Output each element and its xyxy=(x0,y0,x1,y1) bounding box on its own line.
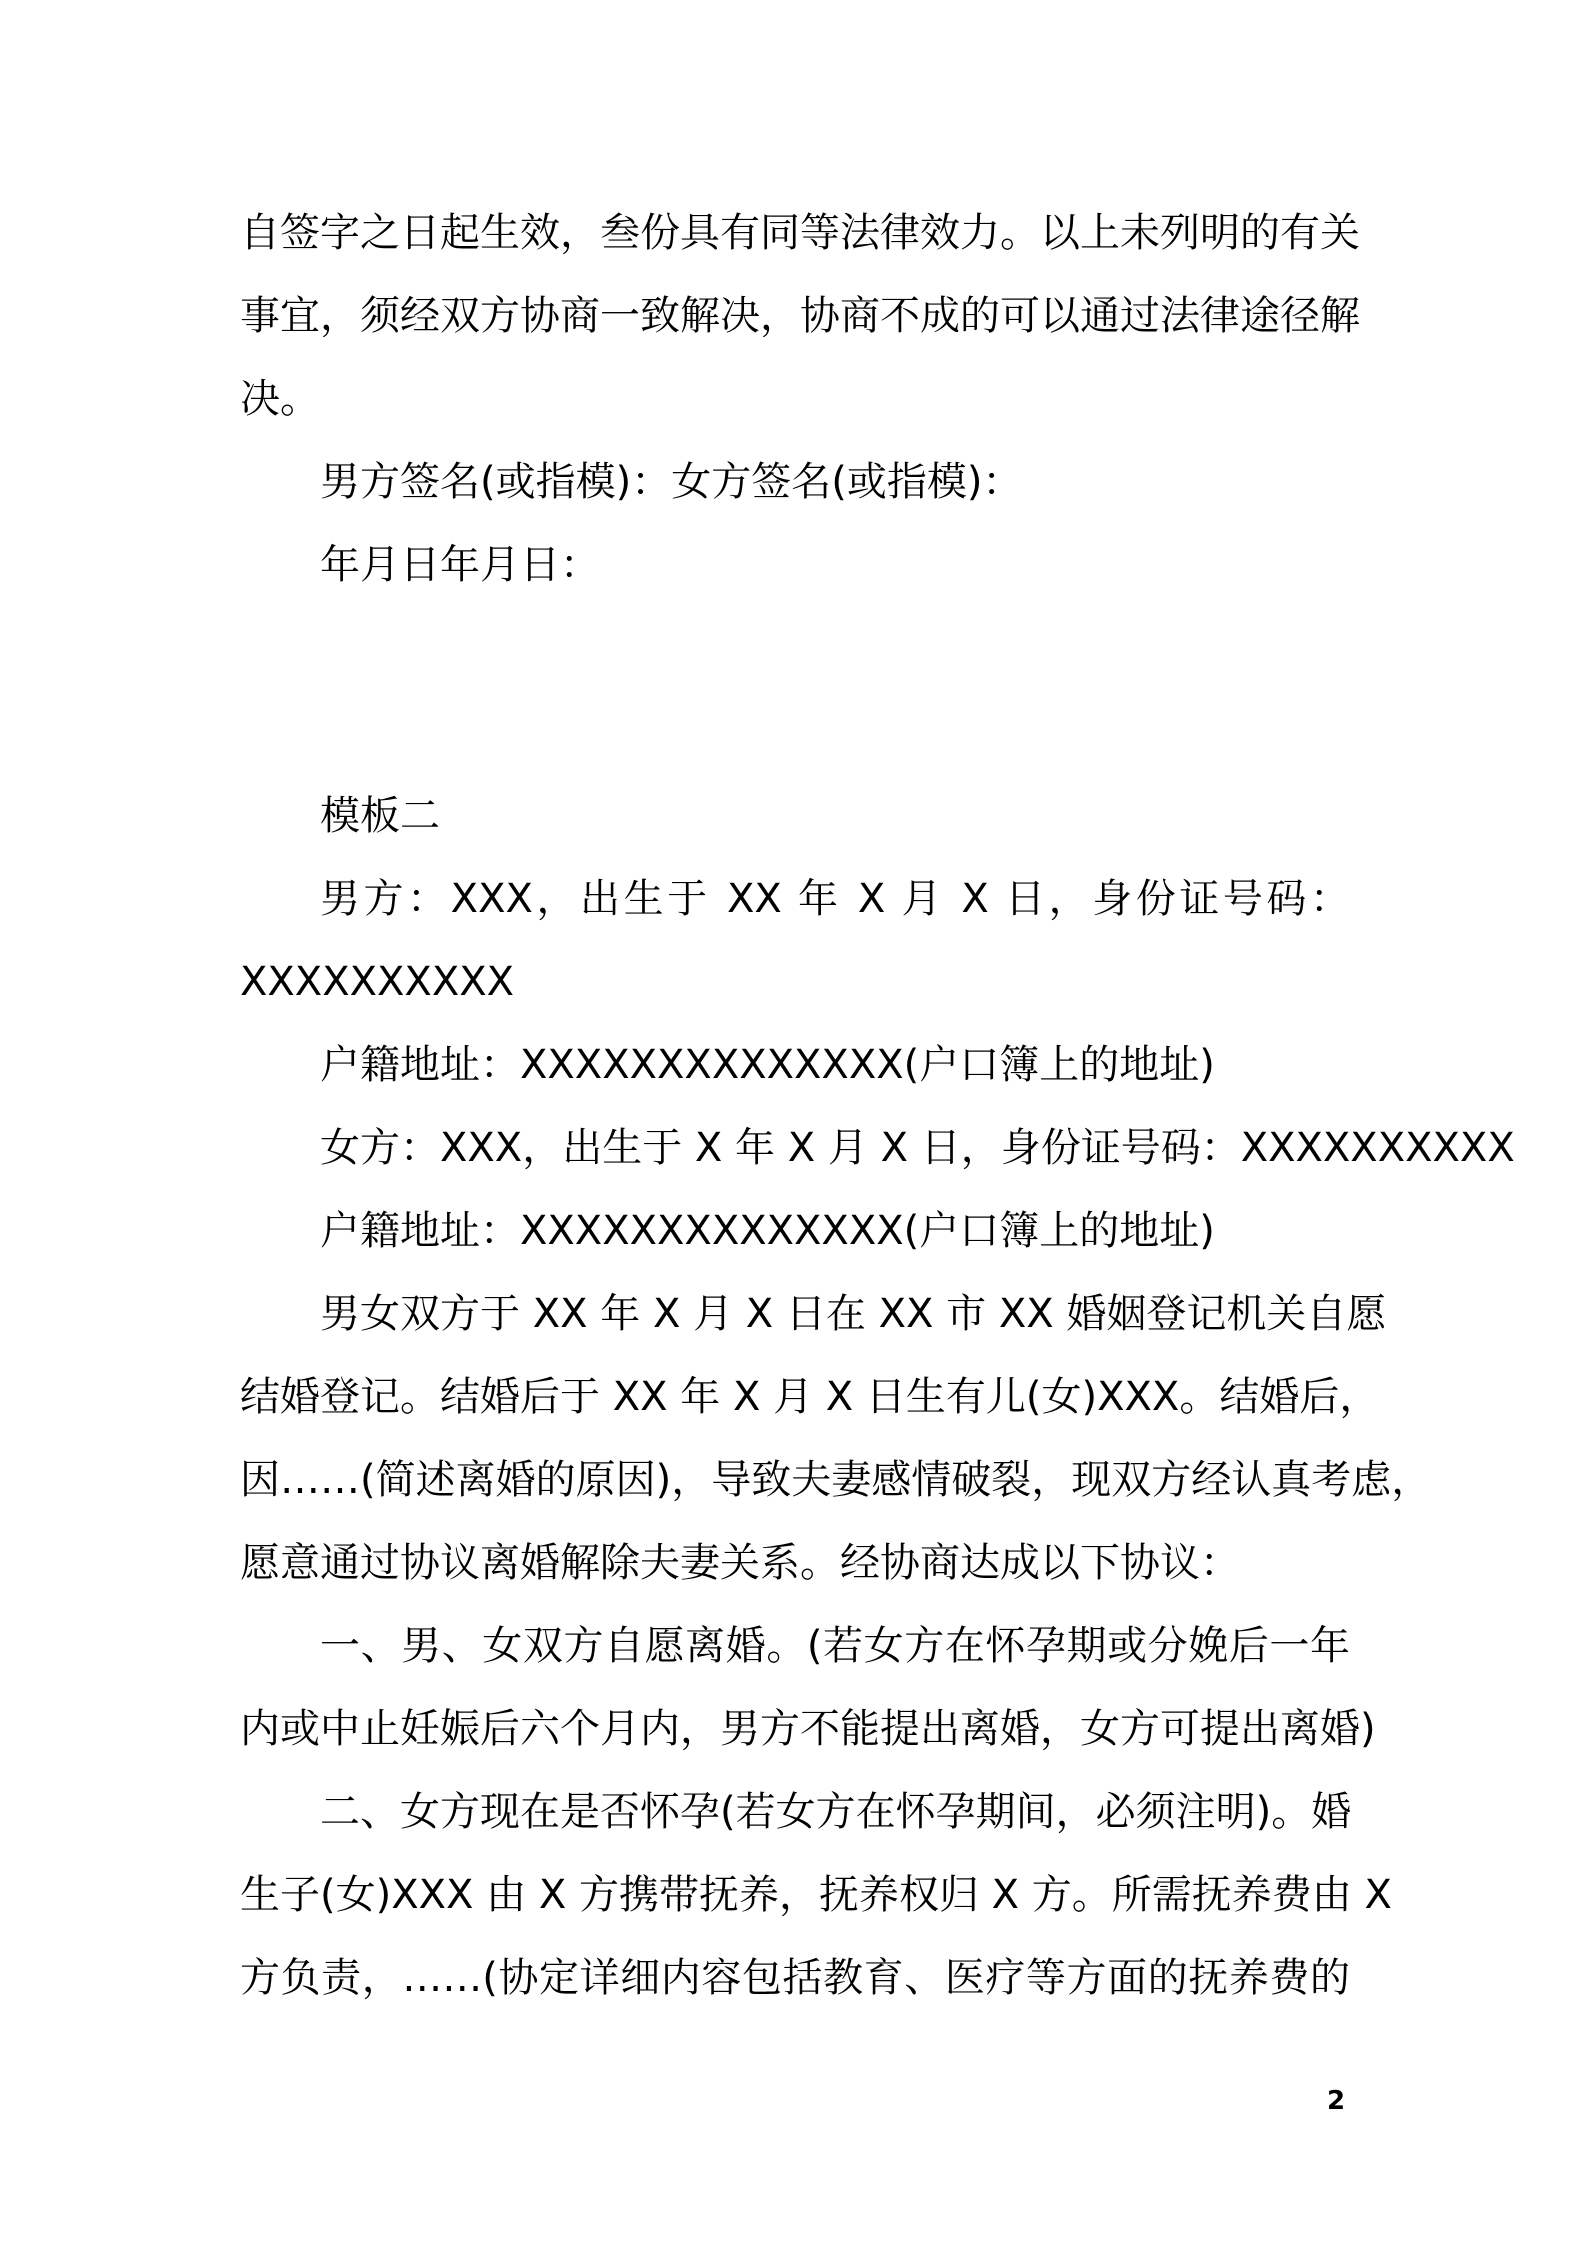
signature-line: 男方签名(或指模)：女方签名(或指模)： xyxy=(320,459,1023,505)
paragraph-line: 愿意通过协议离婚解除夫妻关系。经协商达成以下协议： xyxy=(240,1540,1240,1586)
paragraph-line: 男女双方于 XX 年 X 月 X 日在 XX 市 XX 婚姻登记机关自愿 xyxy=(320,1291,1387,1337)
paragraph-line: 因……(简述离婚的原因)，导致夫妻感情破裂，现双方经认真考虑， xyxy=(240,1457,1432,1503)
paragraph-line: 事宜，须经双方协商一致解决，协商不成的可以通过法律途径解 xyxy=(240,293,1360,339)
page-number: 2 xyxy=(1327,2086,1346,2116)
paragraph-line: 决。 xyxy=(240,376,320,422)
paragraph-line: 户籍地址：XXXXXXXXXXXXXX(户口簿上的地址) xyxy=(320,1042,1215,1088)
paragraph-line: 女方：XXX，出生于 X 年 X 月 X 日，身份证号码：XXXXXXXXXX xyxy=(320,1125,1515,1171)
blank-spacer xyxy=(240,607,1350,775)
paragraph-line: 一、男、女双方自愿离婚。(若女方在怀孕期或分娩后一年 xyxy=(320,1623,1350,1669)
paragraph-line: 方负责，……(协定详细内容包括教育、医疗等方面的抚养费的 xyxy=(240,1955,1350,2001)
paragraph-line: 自签字之日起生效，叁份具有同等法律效力。以上未列明的有关 xyxy=(240,210,1360,256)
paragraph-line: 二、女方现在是否怀孕(若女方在怀孕期间，必须注明)。婚 xyxy=(320,1789,1352,1835)
paragraph-line: 男方：XXX，出生于 XX 年 X 月 X 日，身份证号码： xyxy=(320,876,1350,922)
paragraph-line: 结婚登记。结婚后于 XX 年 X 月 X 日生有儿(女)XXX。结婚后， xyxy=(240,1374,1380,1420)
document-body xyxy=(240,192,1515,2020)
paragraph-line: XXXXXXXXXX xyxy=(240,959,515,1005)
paragraph-line: 内或中止妊娠后六个月内，男方不能提出离婚，女方可提出离婚) xyxy=(240,1706,1376,1752)
paragraph-line: 生子(女)XXX 由 X 方携带抚养，抚养权归 X 方。所需抚养费由 X xyxy=(240,1872,1392,1918)
paragraph-line: 户籍地址：XXXXXXXXXXXXXX(户口簿上的地址) xyxy=(320,1208,1215,1254)
date-line: 年月日年月日： xyxy=(320,542,600,588)
section-heading: 模板二 xyxy=(320,793,440,839)
